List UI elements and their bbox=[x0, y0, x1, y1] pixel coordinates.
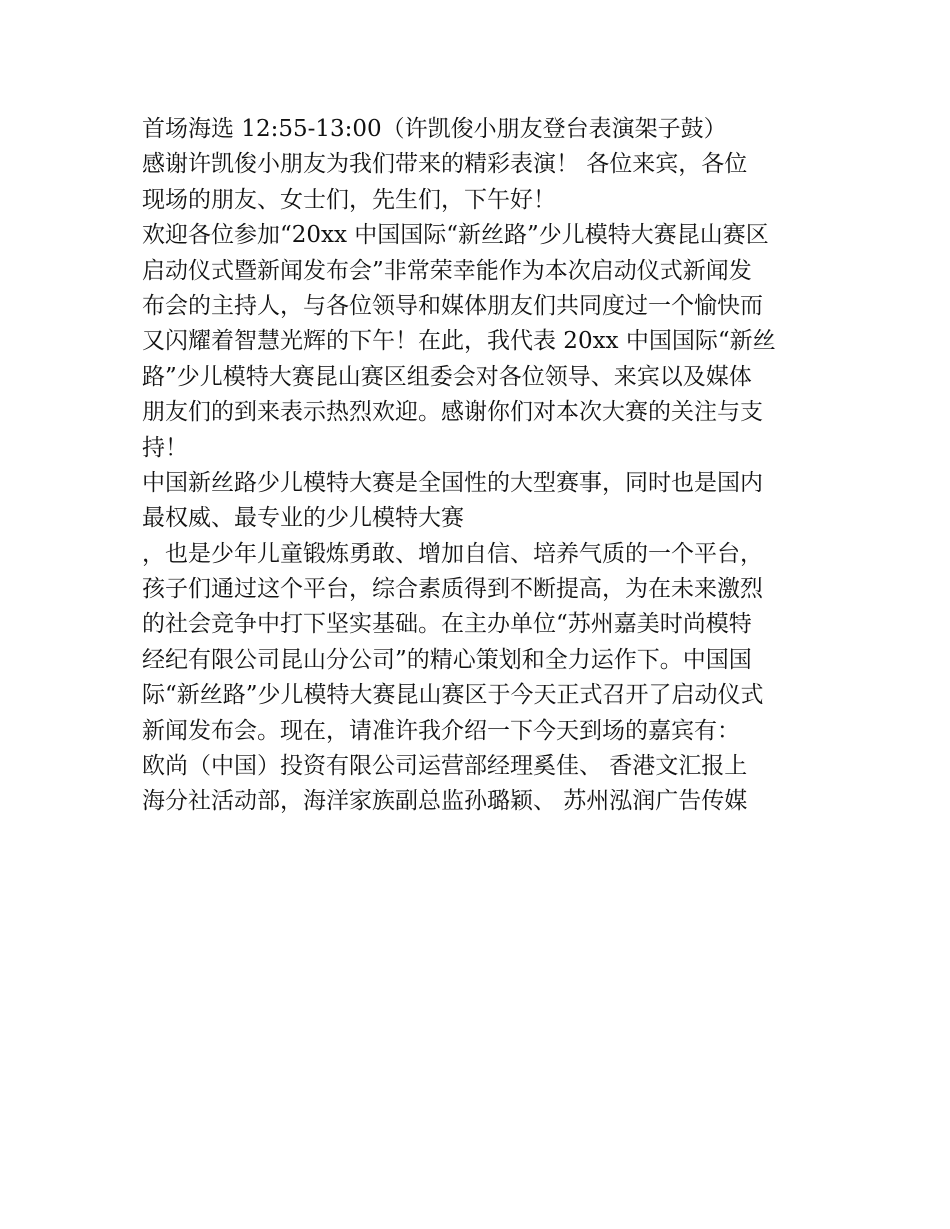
text-line: 欧尚（中国）投资有限公司运营部经理奚佳、 香港文汇报上 bbox=[142, 753, 748, 780]
text-line: 新闻发布会。现在，请准许我介绍一下今天到场的嘉宾有： bbox=[142, 717, 740, 744]
document-body bbox=[142, 112, 822, 820]
text-line: 孩子们通过这个平台，综合素质得到不断提高，为在未来激烈 bbox=[142, 576, 763, 603]
text-line: 感谢许凯俊小朋友为我们带来的精彩表演！ 各位来宾，各位 bbox=[142, 151, 748, 178]
text-line: 启动仪式暨新闻发布会”非常荣幸能作为本次启动仪式新闻发 bbox=[142, 257, 752, 284]
text-line: 经纪有限公司昆山分公司”的精心策划和全力运作下。中国国 bbox=[142, 646, 752, 673]
text-line: 持！ bbox=[142, 434, 188, 461]
text-line: 的社会竞争中打下坚实基础。在主办单位“苏州嘉美时尚模特 bbox=[142, 611, 752, 638]
text-line: 最权威、最专业的少儿模特大赛 bbox=[142, 505, 464, 532]
text-line: 布会的主持人，与各位领导和媒体朋友们共同度过一个愉快而 bbox=[142, 292, 763, 319]
text-line: 又闪耀着智慧光辉的下午！在此，我代表 20xx 中国国际“新丝 bbox=[142, 328, 776, 355]
text-line: 海分社活动部，海洋家族副总监孙璐颖、 苏州泓润广告传媒 bbox=[142, 788, 748, 815]
text-line: 欢迎各位参加“20xx 中国国际“新丝路”少儿模特大赛昆山赛区 bbox=[142, 222, 769, 249]
text-line: 现场的朋友、女士们，先生们，下午好！ bbox=[142, 186, 556, 213]
text-line: 中国新丝路少儿模特大赛是全国性的大型赛事，同时也是国内 bbox=[142, 469, 763, 496]
text-line: 朋友们的到来表示热烈欢迎。感谢你们对本次大赛的关注与支 bbox=[142, 399, 763, 426]
text-line: ，也是少年儿童锻炼勇敢、增加自信、培养气质的一个平台， bbox=[142, 540, 763, 567]
text-line: 际“新丝路”少儿模特大赛昆山赛区于今天正式召开了启动仪式 bbox=[142, 682, 764, 709]
text-line: 路”少儿模特大赛昆山赛区组委会对各位领导、来宾以及媒体 bbox=[142, 363, 752, 390]
text-line: 首场海选 12:55-13:00（许凯俊小朋友登台表演架子鼓） bbox=[142, 116, 727, 142]
